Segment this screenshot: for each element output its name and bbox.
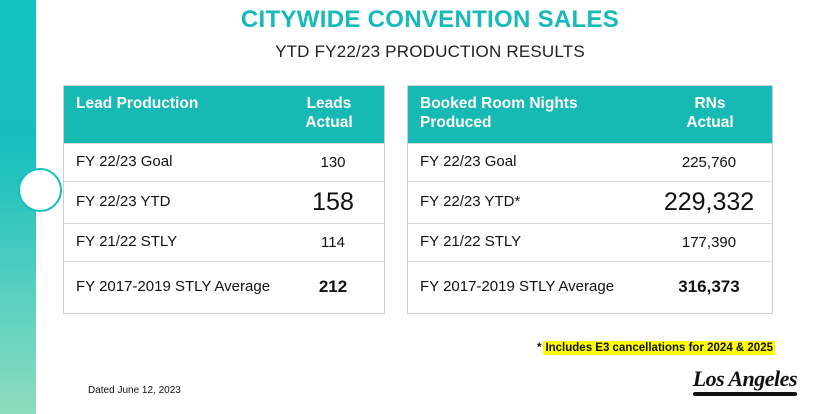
logo-underline — [693, 392, 797, 396]
table-row — [64, 223, 384, 261]
row-value: 114 — [321, 233, 345, 251]
row-value: 229,332 — [663, 187, 755, 216]
row-label: FY 22/23 YTD — [76, 193, 171, 211]
lead-production-table — [63, 85, 385, 314]
column-header-booked-room-nights-line2: Produced — [420, 114, 492, 132]
row-value: 225,760 — [681, 153, 737, 171]
row-value: 158 — [312, 187, 354, 216]
row-value: 316,373 — [678, 277, 740, 297]
row-label: FY 2017-2019 STLY Average — [76, 278, 271, 296]
dated-label: Dated June 12, 2023 — [88, 385, 181, 396]
table-row — [408, 223, 772, 261]
row-label: FY 21/22 STLY — [76, 233, 178, 251]
column-header-rns-actual-line2: Actual — [686, 114, 734, 132]
column-header-booked-room-nights — [420, 94, 660, 133]
table-row — [64, 181, 384, 223]
column-header-rns-actual-line1: RNs — [694, 95, 726, 112]
column-header-leads-actual-line2: Actual — [305, 114, 353, 132]
booked-room-nights-table — [407, 85, 773, 314]
table-header — [64, 86, 384, 143]
row-value: 212 — [318, 277, 348, 297]
logo-wordmark: Los Angeles — [692, 366, 797, 391]
row-label: FY 22/23 Goal — [76, 153, 173, 171]
column-header-lead-production: Lead Production — [76, 95, 199, 112]
column-header-leads-actual-line1: Leads — [306, 95, 352, 112]
page-title: CITYWIDE CONVENTION SALES — [240, 6, 620, 33]
table-row — [408, 143, 772, 181]
footnote — [537, 342, 775, 354]
row-label: FY 21/22 STLY — [420, 233, 522, 251]
column-header-booked-room-nights-line1: Booked Room Nights — [420, 95, 578, 112]
table-row — [64, 261, 384, 313]
table-row — [408, 261, 772, 313]
los-angeles-logo — [693, 368, 797, 396]
page-subtitle: YTD FY22/23 PRODUCTION RESULTS — [275, 42, 585, 61]
row-label: FY 22/23 Goal — [420, 153, 517, 171]
row-label: FY 2017-2019 STLY Average — [420, 278, 615, 296]
row-value: 130 — [320, 153, 346, 171]
tables-container — [63, 85, 773, 314]
table-row — [408, 181, 772, 223]
column-header-rns-actual — [660, 94, 760, 133]
row-value: 177,390 — [681, 233, 737, 251]
table-row — [64, 143, 384, 181]
column-header-leads-actual — [286, 94, 372, 133]
table-header — [408, 86, 772, 143]
row-label: FY 22/23 YTD* — [420, 193, 521, 211]
decorative-circle — [18, 168, 62, 212]
footnote-text: Includes E3 cancellations for 2024 & 2025 — [545, 342, 773, 354]
footnote-asterisk: * — [536, 342, 542, 354]
